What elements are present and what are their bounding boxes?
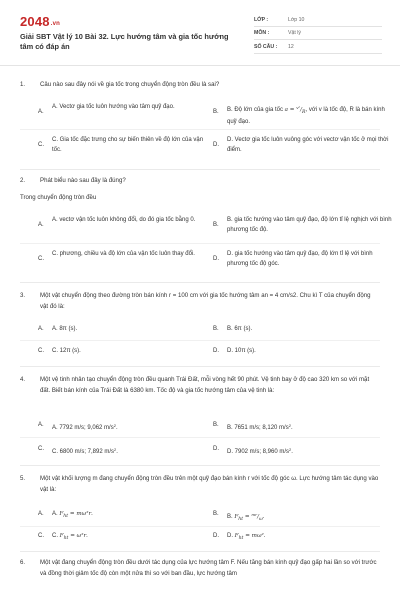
meta-value: Lớp 10 [288, 16, 305, 23]
option-text: B. $F_{ht} = ^{mr}/_\omega$. [227, 512, 265, 523]
document-meta [254, 13, 382, 54]
option-letter: C. [38, 348, 44, 354]
option-text: B. 6π (s). [227, 326, 253, 332]
option-text: D. $F_{ht} = m\omega^2$. [227, 533, 266, 542]
divider [20, 243, 380, 244]
question-text: Một vật chuyển động theo đường tròn bán kính r = 100 cm với gia tốc hướng tâm an = 4 cm/s2. Chu kì T của chuyển động vật đó là: [40, 292, 371, 310]
option-text: D. 10π (s). [227, 348, 256, 354]
question-divider [20, 366, 380, 367]
option-letter: D. [213, 533, 219, 539]
divider [20, 129, 380, 130]
option-letter: C. [38, 533, 44, 539]
option-letter: B. [213, 326, 219, 332]
question-divider [20, 465, 380, 466]
option-text: C. 6800 m/s; 7,892 $m/s^2$. [52, 447, 118, 455]
meta-label: SỐ CÂU : [254, 43, 278, 50]
option-text: A. $F_{ht} = m\omega^2r$. [52, 511, 93, 520]
question-text: Một vật đang chuyển động tròn đều dưới tác dụng của lực hướng tâm F. Nếu tăng bán kính quỹ đạo gấp hai lần so với trước và đồng thời giảm tốc độ còn một nửa thì so với ban đầu, lực hướng tâm [40, 559, 377, 577]
document-header [0, 0, 400, 66]
option-text: B. Độ lớn của gia tốc $a = ^{v^2}/_R$, với v là tốc độ, R là bán kính quỹ đạo. [227, 105, 385, 125]
question-divider [20, 169, 380, 170]
option-text: C. Gia tốc đặc trưng cho sự biến thiên về độ lớn của vận tốc. [52, 137, 204, 153]
option-text: C. $F_{ht} = \omega^2r$. [52, 533, 88, 542]
meta-row-subject [254, 27, 382, 41]
meta-label: MÔN : [254, 30, 270, 36]
option-letter: A. [38, 422, 44, 428]
question-subtext: Trong chuyển động tròn đều [20, 194, 97, 201]
meta-row-count [254, 40, 382, 54]
divider [20, 437, 380, 438]
question-text: Một vật khối lượng m đang chuyển động tròn đều trên một quỹ đạo bán kính r với tốc độ góc ω. Lực hướng tâm tác dụng vào vật là: [40, 475, 379, 493]
option-letter: D. [213, 256, 219, 262]
question-text: Phát biểu nào sau đây là đúng? [40, 177, 126, 184]
question-divider [20, 282, 380, 283]
option-text: A. vectơ vận tốc luôn không đổi, do đó gia tốc bằng 0. [52, 217, 196, 223]
option-text: D. 7902 m/s; 8,960 $m/s^2$. [227, 447, 293, 455]
question-number: 4. [20, 376, 26, 383]
divider [20, 526, 380, 527]
option-letter: A. [38, 511, 44, 517]
option-letter: D. [213, 142, 219, 148]
option-text: A. 7792 m/s; 9,062 $m/s^2$. [52, 423, 118, 431]
option-letter: D. [213, 348, 219, 354]
option-letter: A. [38, 222, 44, 228]
option-text: D. gia tốc hướng vào tâm quỹ đạo, độ lớn tỉ lệ với bình phương tốc độ góc. [227, 251, 373, 267]
option-letter: A. [38, 109, 44, 115]
option-letter: D. [213, 446, 219, 452]
site-logo[interactable]: 2048.vn [20, 14, 61, 29]
meta-value: Vật lý [288, 30, 301, 36]
option-letter: B. [213, 511, 219, 517]
question-divider [20, 551, 380, 552]
question-number: 5. [20, 475, 26, 482]
question-number: 2. [20, 177, 26, 184]
option-text: B. 7651 m/s; 8,120 $m/s^2$. [227, 423, 293, 431]
option-letter: B. [213, 422, 219, 428]
question-number: 1. [20, 81, 26, 88]
option-letter: A. [38, 326, 44, 332]
question-text: Câu nào sau đây nói về gia tốc trong chuyển động tròn đều là sai? [40, 81, 220, 88]
option-letter: B. [213, 109, 219, 115]
option-text: A. 8π (s). [52, 326, 78, 332]
option-letter: C. [38, 142, 44, 148]
option-text: C. phương, chiều và độ lớn của vận tốc luôn thay đổi. [52, 251, 195, 257]
meta-row-class [254, 13, 382, 27]
option-text: D. Vectơ gia tốc luôn vuông góc với vectơ vận tốc ở mọi thời điểm. [227, 137, 389, 153]
option-letter: C. [38, 256, 44, 262]
meta-value: 12 [288, 43, 294, 50]
option-text: B. gia tốc hướng vào tâm quỹ đạo, độ lớn tỉ lệ nghịch với bình phương tốc độ. [227, 217, 392, 233]
option-text: C. 12π (s). [52, 348, 81, 354]
option-letter: C. [38, 446, 44, 452]
question-number: 3. [20, 292, 26, 299]
meta-label: LỚP : [254, 16, 269, 23]
option-letter: B. [213, 222, 219, 228]
option-text: A. Vectơ gia tốc luôn hướng vào tâm quỹ đạo. [52, 104, 175, 110]
document-title: Giải SBT Vật lý 10 Bài 32. Lực hướng tâm và gia tốc hướng tâm có đáp án [20, 32, 229, 51]
question-number: 6. [20, 559, 26, 566]
question-text: Một vệ tinh nhân tạo chuyển động tròn đều quanh Trái Đất, mỗi vòng hết 90 phút. Vệ tinh bay ở độ cao 320 km so với mặt đất. Biết bán kính của Trái Đất là 6380 km. Tốc độ và gia tốc hướng tâm của vệ tinh là: [40, 376, 370, 394]
divider [20, 340, 380, 341]
